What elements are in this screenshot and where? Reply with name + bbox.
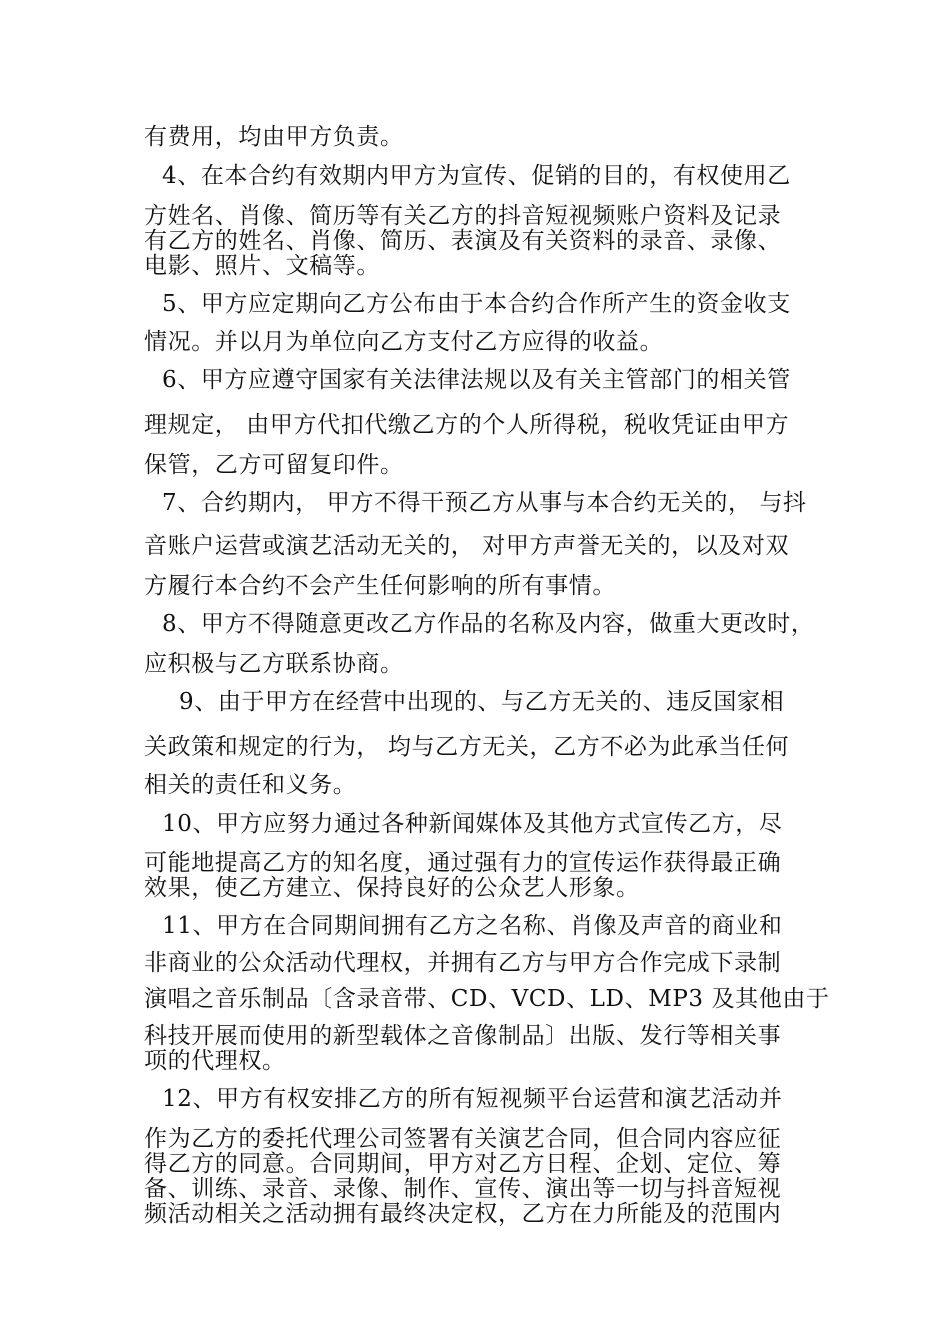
text-line: 电影、照片、文稿等。 (144, 253, 380, 279)
text-line: 关政策和规定的行为， 均与乙方无关，乙方不必为此承当任何 (144, 734, 790, 760)
text-line: 备、训练、录音、录像、制作、宣传、演出等一切与抖音短视 (144, 1176, 782, 1202)
text-line: 非商业的公众活动代理权，并拥有乙方与甲方合作完成下录制 (144, 950, 782, 976)
text-line: 作为乙方的委托代理公司签署有关演艺合同，但合同内容应征 (144, 1126, 782, 1152)
clause-8-line: 8、甲方不得随意更改乙方作品的名称及内容，做重大更改时， (162, 611, 815, 637)
text-line: 可能地提高乙方的知名度，通过强有力的宣传运作获得最正确 (144, 850, 782, 876)
text-line: 科技开展而使用的新型载体之音像制品〕出版、发行等相关事 (144, 1023, 782, 1049)
clause-10-line: 10、甲方应努力通过各种新闻媒体及其他方式宣传乙方，尽 (162, 811, 783, 837)
clause-7-line: 7、合约期内， 甲方不得干预乙方从事与本合约无关的， 与抖 (162, 490, 807, 516)
clause-5-line: 5、甲方应定期向乙方公布由于本合约合作所产生的资金收支 (162, 291, 791, 317)
text-line: 演唱之音乐制品〔含录音带、CD、VCD、LD、MP3 及其他由于 (144, 986, 830, 1012)
text-line: 理规定， 由甲方代扣代缴乙方的个人所得税，税收凭证由甲方 (144, 412, 790, 438)
text-line: 得乙方的同意。合同期间，甲方对乙方日程、企划、定位、筹 (144, 1151, 782, 1177)
clause-11-line: 11、甲方在合同期间拥有乙方之名称、肖像及声音的商业和 (162, 913, 783, 939)
text-line: 保管，乙方可留复印件。 (144, 452, 404, 478)
text-line: 项的代理权。 (144, 1048, 286, 1074)
text-line: 有费用，均由甲方负责。 (144, 124, 404, 150)
text-line: 相关的责任和义务。 (144, 772, 357, 798)
text-line: 频活动相关之活动拥有最终决定权，乙方在力所能及的范围内 (144, 1201, 782, 1227)
clause-9-line: 9、由于甲方在经营中出现的、与乙方无关的、违反国家相 (179, 689, 785, 715)
text-line: 应积极与乙方联系协商。 (144, 651, 404, 677)
clause-12-line: 12、甲方有权安排乙方的所有短视频平台运营和演艺活动并 (162, 1086, 783, 1112)
clause-4-line: 4、在本合约有效期内甲方为宣传、促销的目的，有权使用乙 (162, 163, 791, 189)
text-line: 音账户运营或演艺活动无关的， 对甲方声誉无关的，以及对双 (144, 533, 790, 559)
text-line: 情况。并以月为单位向乙方支付乙方应得的收益。 (144, 329, 664, 355)
clause-6-line: 6、甲方应遵守国家有关法律法规以及有关主管部门的相关管 (162, 367, 791, 393)
text-line: 有乙方的姓名、肖像、简历、表演及有关资料的录音、录像、 (144, 228, 782, 254)
text-line: 方姓名、肖像、简历等有关乙方的抖音短视频账户资料及记录 (144, 203, 782, 229)
text-line: 方履行本合约不会产生任何影响的所有事情。 (144, 573, 616, 599)
text-line: 效果，使乙方建立、保持良好的公众艺人形象。 (144, 875, 640, 901)
